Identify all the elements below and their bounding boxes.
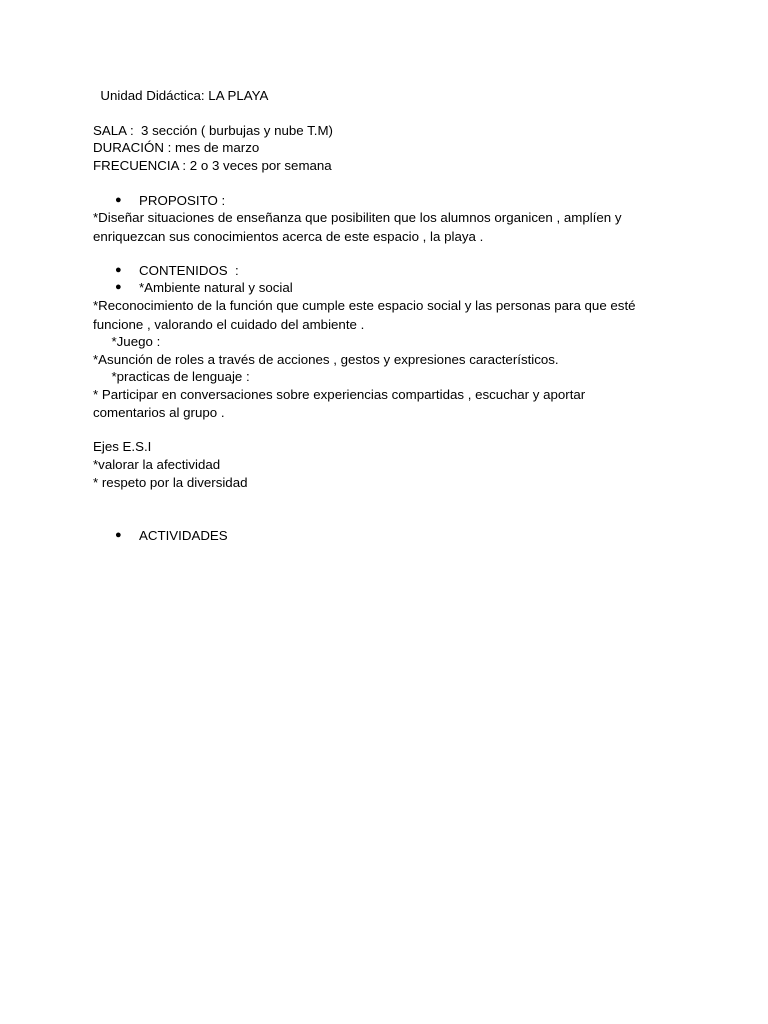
bullet-icon: ● (115, 194, 122, 206)
ambiente-line: *Reconocimiento de la función que cumple este espacio social y las personas para que esté (93, 298, 636, 313)
document-title: Unidad Didáctica: LA PLAYA (93, 88, 269, 103)
section-heading-proposito: PROPOSITO : (139, 193, 226, 208)
contenidos-subheading-lenguaje: *practicas de lenguaje : (93, 369, 250, 384)
lenguaje-line: * Participar en conversaciones sobre experiencias compartidas , escuchar y aportar (93, 387, 586, 402)
lenguaje-line: comentarios al grupo . (93, 405, 225, 420)
contenidos-subheading-ambiente: *Ambiente natural y social (139, 280, 293, 295)
info-sala: SALA : 3 sección ( burbujas y nube T.M) (93, 123, 333, 138)
info-frecuencia: FRECUENCIA : 2 o 3 veces por semana (93, 158, 332, 173)
contenidos-subheading-juego: *Juego : (93, 334, 161, 349)
bullet-icon: ● (115, 264, 122, 276)
proposito-line: enriquezcan sus conocimientos acerca de este espacio , la playa . (93, 229, 484, 244)
ambiente-line: funcione , valorando el cuidado del ambiente . (93, 317, 365, 332)
section-heading-actividades: ACTIVIDADES (139, 528, 228, 543)
juego-line: *Asunción de roles a través de acciones , gestos y expresiones característicos. (93, 352, 559, 367)
ejes-item: * respeto por la diversidad (93, 475, 248, 490)
ejes-item: *valorar la afectividad (93, 457, 221, 472)
section-heading-contenidos: CONTENIDOS : (139, 263, 239, 278)
section-heading-ejes: Ejes E.S.I (93, 439, 152, 454)
info-duracion: DURACIÓN : mes de marzo (93, 140, 260, 155)
bullet-icon: ● (115, 281, 122, 293)
proposito-line: *Diseñar situaciones de enseñanza que posibiliten que los alumnos organicen , amplíen y (93, 210, 622, 225)
bullet-icon: ● (115, 529, 122, 541)
